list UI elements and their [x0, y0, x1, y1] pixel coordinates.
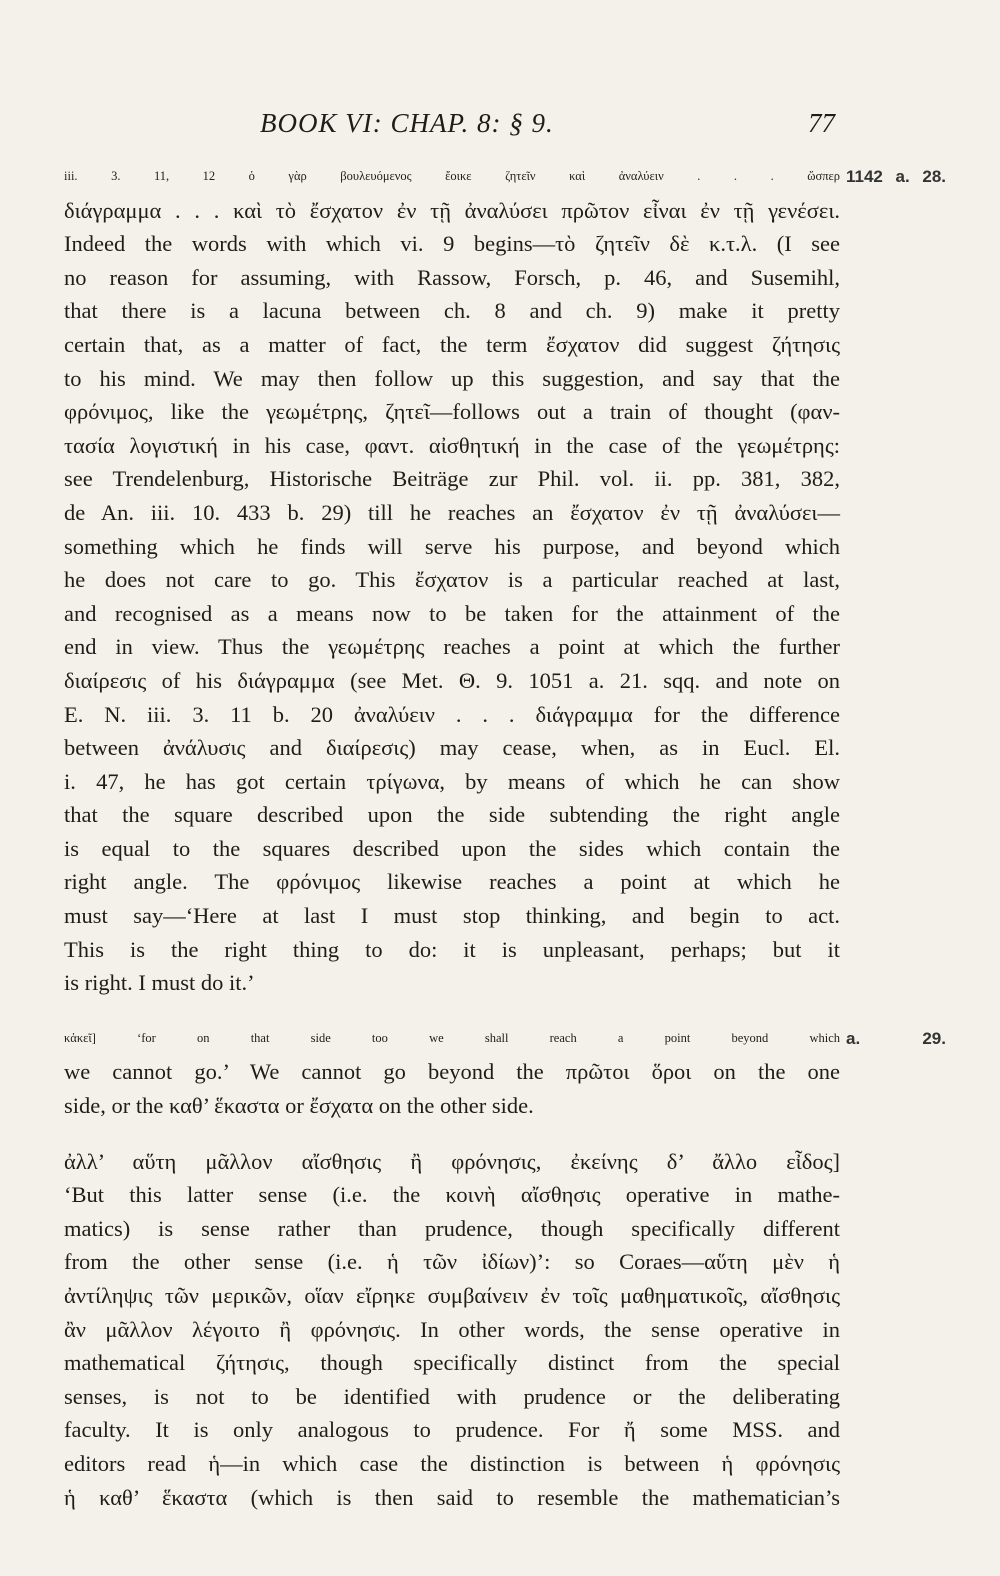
text-line: and recognised as a means now to be taken for the attainment of the: [64, 600, 840, 626]
text-line: senses, is not to be identified with prudence or the deliberating: [64, 1383, 840, 1409]
text-line: mathematical ζήτησις, though specifically distinct from the special: [64, 1350, 840, 1376]
text-line: ἀντίληψις τῶν μερικῶν, οἵαν εἴρηκε συμβαίνειν ἐν τοῖς μαθηματικοῖς, αἴσθησις: [64, 1283, 840, 1308]
text-line: we cannot go.’ We cannot go beyond the πρῶτοι ὅροι on the one: [64, 1059, 840, 1085]
text-line: ἂν μᾶλλον λέγοιτο ἢ φρόνησις. In other words, the sense operative in: [64, 1316, 840, 1342]
margin-reference: a. 29.: [846, 1028, 946, 1048]
text-line: between ἀνάλυσις and διαίρεσις) may cease, when, as in Eucl. El.: [64, 735, 840, 761]
paragraph: [64, 160, 946, 1000]
text-line: no reason for assuming, with Rassow, Forsch, p. 46, and Susemihl,: [64, 264, 840, 290]
text-line: that there is a lacuna between ch. 8 and ch. 9) make it pretty: [64, 298, 840, 324]
text-line: to his mind. We may then follow up this suggestion, and say that the: [64, 365, 840, 391]
text-line: side, or the καθ’ ἕκαστα or ἔσχατα on the other side.: [64, 1093, 534, 1119]
text-line: end in view. Thus the γεωμέτρης reaches a point at which the further: [64, 634, 840, 660]
text-line: de An. iii. 10. 433 b. 29) till he reaches an ἔσχατον ἐν τῇ ἀναλύσει—: [64, 499, 840, 525]
page-number: 77: [808, 108, 835, 138]
text-line: ἀλλ’ αὕτη μᾶλλον αἴσθησις ἢ φρόνησις, ἐκείνης δ’ ἄλλο εἶδος]: [64, 1148, 840, 1174]
text-line: matics) is sense rather than prudence, though specifically different: [64, 1215, 840, 1241]
text-line: E. N. iii. 3. 11 b. 20 ἀναλύειν . . . διάγραμμα for the difference: [64, 701, 840, 727]
text-line: φρόνιμος, like the γεωμέτρης, ζητεῖ—follows out a train of thought (φαν-: [64, 399, 840, 425]
text-line: see Trendelenburg, Historische Beiträge zur Phil. vol. ii. pp. 381, 382,: [64, 466, 840, 492]
text-line: iii. 3. 11, 12 ὁ γὰρ βουλευόμενος ἔοικε ζητεῖν καὶ ἀναλύειν . . . ὥσπερ 1142 a. 28.: [64, 160, 840, 194]
text-line: κἀκεῖ] ‘for on that side too we shall reach a point beyond which a. 29.: [64, 1022, 840, 1056]
running-head: BOOK VI: CHAP. 8: § 9.: [260, 108, 554, 138]
text-line: Indeed the words with which vi. 9 begins—τὸ ζητεῖν δὲ κ.τ.λ. (I see: [64, 231, 840, 257]
text-line: he does not care to go. This ἔσχατον is a particular reached at last,: [64, 567, 840, 593]
text-line: must say—‘Here at last I must stop thinking, and begin to act.: [64, 903, 840, 929]
page-header: [260, 108, 835, 148]
text-line: i. 47, he has got certain τρίγωνα, by means of which he can show: [64, 768, 840, 794]
paragraph: [64, 1022, 946, 1123]
text-line: something which he finds will serve his purpose, and beyond which: [64, 533, 840, 559]
text-line: διαίρεσις of his διάγραμμα (see Met. Θ. 9. 1051 a. 21. sqq. and note on: [64, 667, 840, 693]
text-line: right angle. The φρόνιμος likewise reaches a point at which he: [64, 869, 840, 895]
margin-reference: 1142 a. 28.: [846, 167, 946, 186]
text-line: ‘But this latter sense (i.e. the κοινὴ αἴσθησις operative in mathe-: [64, 1182, 840, 1208]
text-line: editors read ἡ—in which case the distinction is between ἡ φρόνησις: [64, 1450, 840, 1476]
text-line: is right. I must do it.’: [64, 970, 255, 996]
text-line: faculty. It is only analogous to prudence. For ἤ some MSS. and: [64, 1417, 840, 1443]
text-line: certain that, as a matter of fact, the term ἔσχατον did suggest ζήτησις: [64, 331, 840, 357]
text-line: from the other sense (i.e. ἡ τῶν ἰδίων)’: so Coraes—αὕτη μὲν ἡ: [64, 1249, 840, 1275]
text-line: This is the right thing to do: it is unpleasant, perhaps; but it: [64, 936, 840, 962]
text-line: τασία λογιστική in his case, φαντ. αἰσθητική in the case of the γεωμέτρης:: [64, 432, 840, 458]
text-line: διάγραμμα . . . καὶ τὸ ἔσχατον ἐν τῇ ἀναλύσει πρῶτον εἶναι ἐν τῇ γενέσει.: [64, 197, 840, 223]
text-line: ἡ καθ’ ἕκαστα (which is then said to resemble the mathematician’s: [64, 1484, 840, 1510]
page-body: [64, 160, 946, 1514]
text-line: that the square described upon the side subtending the right angle: [64, 802, 840, 828]
paragraph: [64, 1145, 840, 1515]
text-line: is equal to the squares described upon the sides which contain the: [64, 835, 840, 861]
